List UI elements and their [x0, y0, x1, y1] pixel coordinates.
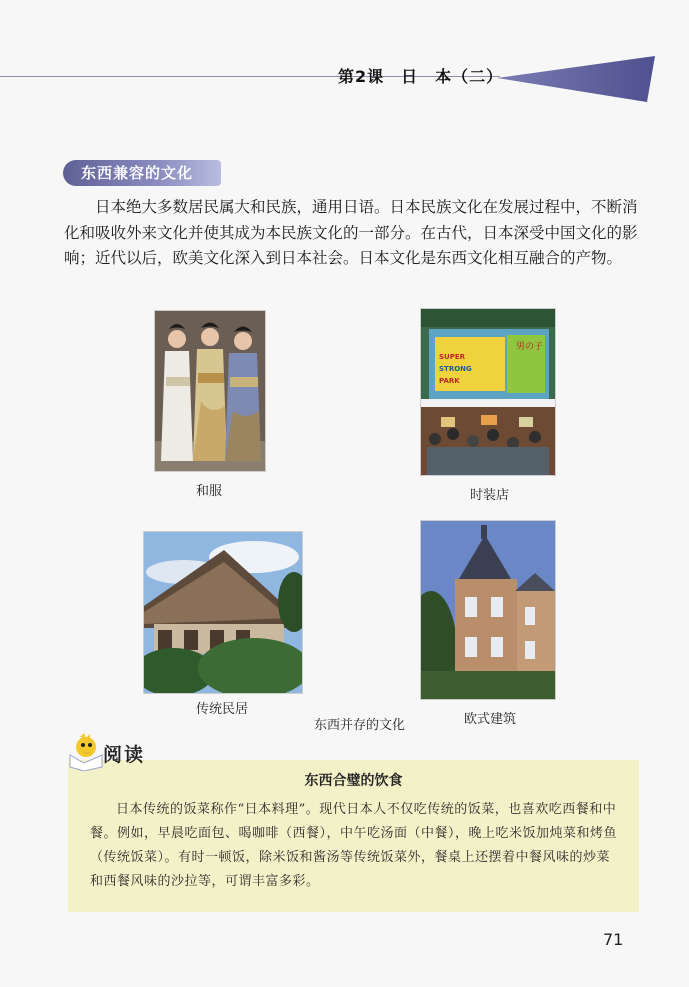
traditional-house-caption: 传统民居 [196, 702, 249, 717]
fashion-shop-photo [420, 308, 556, 476]
reading-box [68, 760, 639, 912]
svg-text:SUPER: SUPER [439, 353, 466, 361]
reading-label: 阅读 [103, 744, 146, 766]
shop-sign-text: 男の子 [516, 342, 544, 352]
svg-text:STRONG: STRONG [439, 365, 472, 373]
western-building-photo [420, 520, 556, 700]
page-number: 71 [603, 930, 624, 949]
traditional-house-photo [143, 531, 303, 694]
kimono-caption: 和服 [196, 484, 223, 499]
western-building-caption: 欧式建筑 [464, 712, 517, 727]
section-title: 东西兼容的文化 [63, 160, 221, 186]
reading-body: 日本传统的饭菜称作“日本料理”。现代日本人不仅吃传统的饭菜，也喜欢吃西餐和中餐。例如，早晨吃面包、喝咖啡（西餐），中午吃汤面（中餐），晚上吃米饭加炖菜和烤鱼（传统饭菜）。有时一顿饭，除米饭和酱汤等传统饭菜外，餐桌上还摆着中餐风味的炒菜和西餐风味的沙拉等，可谓丰富多彩。 [90, 802, 618, 889]
photo-group-caption: 东西并存的文化 [314, 718, 406, 733]
lesson-title: 第2课 日 本（二） [338, 67, 504, 86]
kimono-photo [154, 310, 266, 472]
reading-title: 东西合璧的饮食 [304, 773, 403, 789]
header-triangle-ornament [497, 56, 657, 102]
section-paragraph: 日本绝大多数居民属大和民族，通用日语。日本民族文化在发展过程中，不断消化和吸收外来文化并使其成为本民族文化的一部分。在古代，日本深受中国文化的影响；近代以后，欧美文化深入到日本社会。日本文化是东西文化相互融合的产物。 [64, 198, 638, 267]
svg-text:PARK: PARK [439, 377, 460, 385]
reading-duck-mascot-icon [66, 733, 106, 771]
fashion-shop-caption: 时装店 [470, 488, 510, 503]
